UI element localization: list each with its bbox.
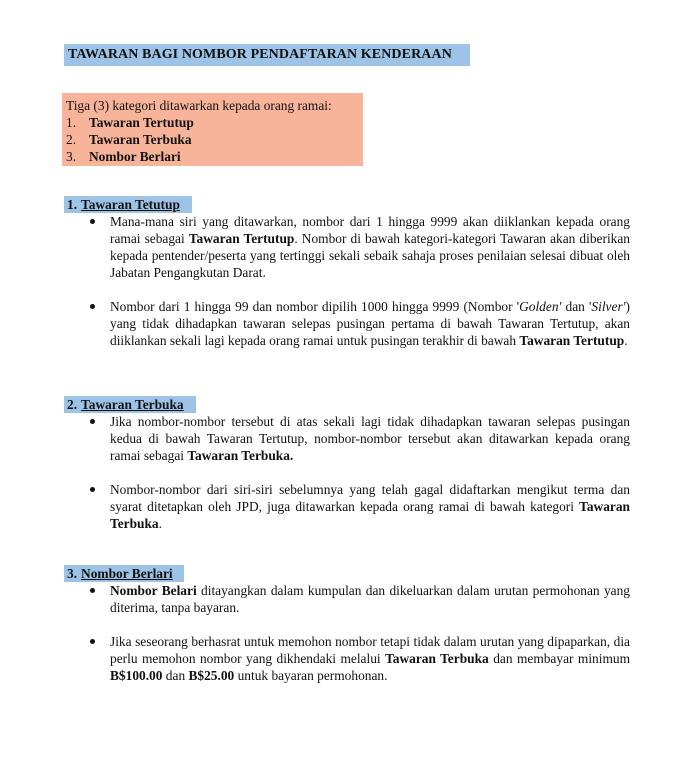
- category-label: Tawaran Terbuka: [89, 132, 192, 147]
- bullet-item: Jika seseorang berhasrat untuk memohon nombor tetapi tidak dalam urutan yang dipaparkan, dia perlu memohon nombor yang dikhendaki melalui Tawaran Terbuka dan membayar minimum B$100.00 dan B$25.00 untuk bayaran permohonan.: [90, 633, 630, 684]
- bullet-item: Jika nombor-nombor tersebut di atas sekali lagi tidak dihadapkan tawaran selepas pusingan kedua di bawah Tawaran Tertutup, nombor-nombor tersebut akan ditawarkan kepada orang ramai sebagai Tawaran Terbuka.: [90, 413, 630, 464]
- section-title: Nombor Berlari: [81, 566, 173, 581]
- section-heading-tawaran-tetutup: [64, 196, 192, 213]
- category-label: Nombor Berlari: [89, 149, 181, 164]
- section-heading-tawaran-terbuka: [64, 396, 196, 413]
- section-bullets: [90, 413, 630, 549]
- category-number: 3.: [66, 149, 77, 164]
- category-item: [66, 148, 359, 165]
- section-number: 2.: [67, 397, 78, 412]
- section-number: 1.: [67, 197, 78, 212]
- category-number: 1.: [66, 115, 77, 130]
- intro-lead: Tiga (3) kategori ditawarkan kepada orang ramai:: [66, 98, 332, 113]
- section-bullets: [90, 582, 630, 701]
- category-list: [66, 114, 359, 165]
- bullet-item: Mana-mana siri yang ditawarkan, nombor dari 1 hingga 9999 akan diiklankan kepada orang ramai sebagai Tawaran Tertutup. Nombor di bawah kategori-kategori Tawaran akan diberikan kepada pentender/peserta yang tertinggi sekali sebaik sahaja proses penilaian selesai dibuat oleh Jabatan Pengangkutan Darat.: [90, 213, 630, 281]
- document-title: TAWARAN BAGI NOMBOR PENDAFTARAN KENDERAAN: [64, 44, 470, 66]
- section-bullets: [90, 213, 630, 366]
- category-item: [66, 114, 359, 131]
- bullet-icon: [90, 487, 95, 492]
- bullet-item: Nombor Belari ditayangkan dalam kumpulan dan dikeluarkan dalam urutan permohonan yang diterima, tanpa bayaran.: [90, 582, 630, 616]
- section-title: Tawaran Terbuka: [81, 397, 184, 412]
- intro-box: [62, 93, 363, 166]
- section-number: 3.: [67, 566, 78, 581]
- bullet-icon: [90, 304, 95, 309]
- category-number: 2.: [66, 132, 77, 147]
- category-item: [66, 131, 359, 148]
- bullet-icon: [90, 219, 95, 224]
- bullet-icon: [90, 588, 95, 593]
- bullet-item: Nombor dari 1 hingga 99 dan nombor dipilih 1000 hingga 9999 (Nombor 'Golden' dan 'Silver') yang tidak dihadapkan tawaran selepas pusingan pertama di bawah Tawaran Tertutup, akan diiklankan sekali lagi kepada orang ramai untuk pusingan terakhir di bawah Tawaran Tertutup.: [90, 298, 630, 349]
- section-title: Tawaran Tetutup: [81, 197, 180, 212]
- bullet-icon: [90, 419, 95, 424]
- category-label: Tawaran Tertutup: [89, 115, 194, 130]
- bullet-icon: [90, 639, 95, 644]
- section-heading-nombor-berlari: [64, 565, 184, 582]
- bullet-item: Nombor-nombor dari siri-siri sebelumnya yang telah gagal didaftarkan mengikut terma dan syarat ditetapkan oleh JPD, juga ditawarkan kepada orang ramai di bawah kategori Tawaran Terbuka.: [90, 481, 630, 532]
